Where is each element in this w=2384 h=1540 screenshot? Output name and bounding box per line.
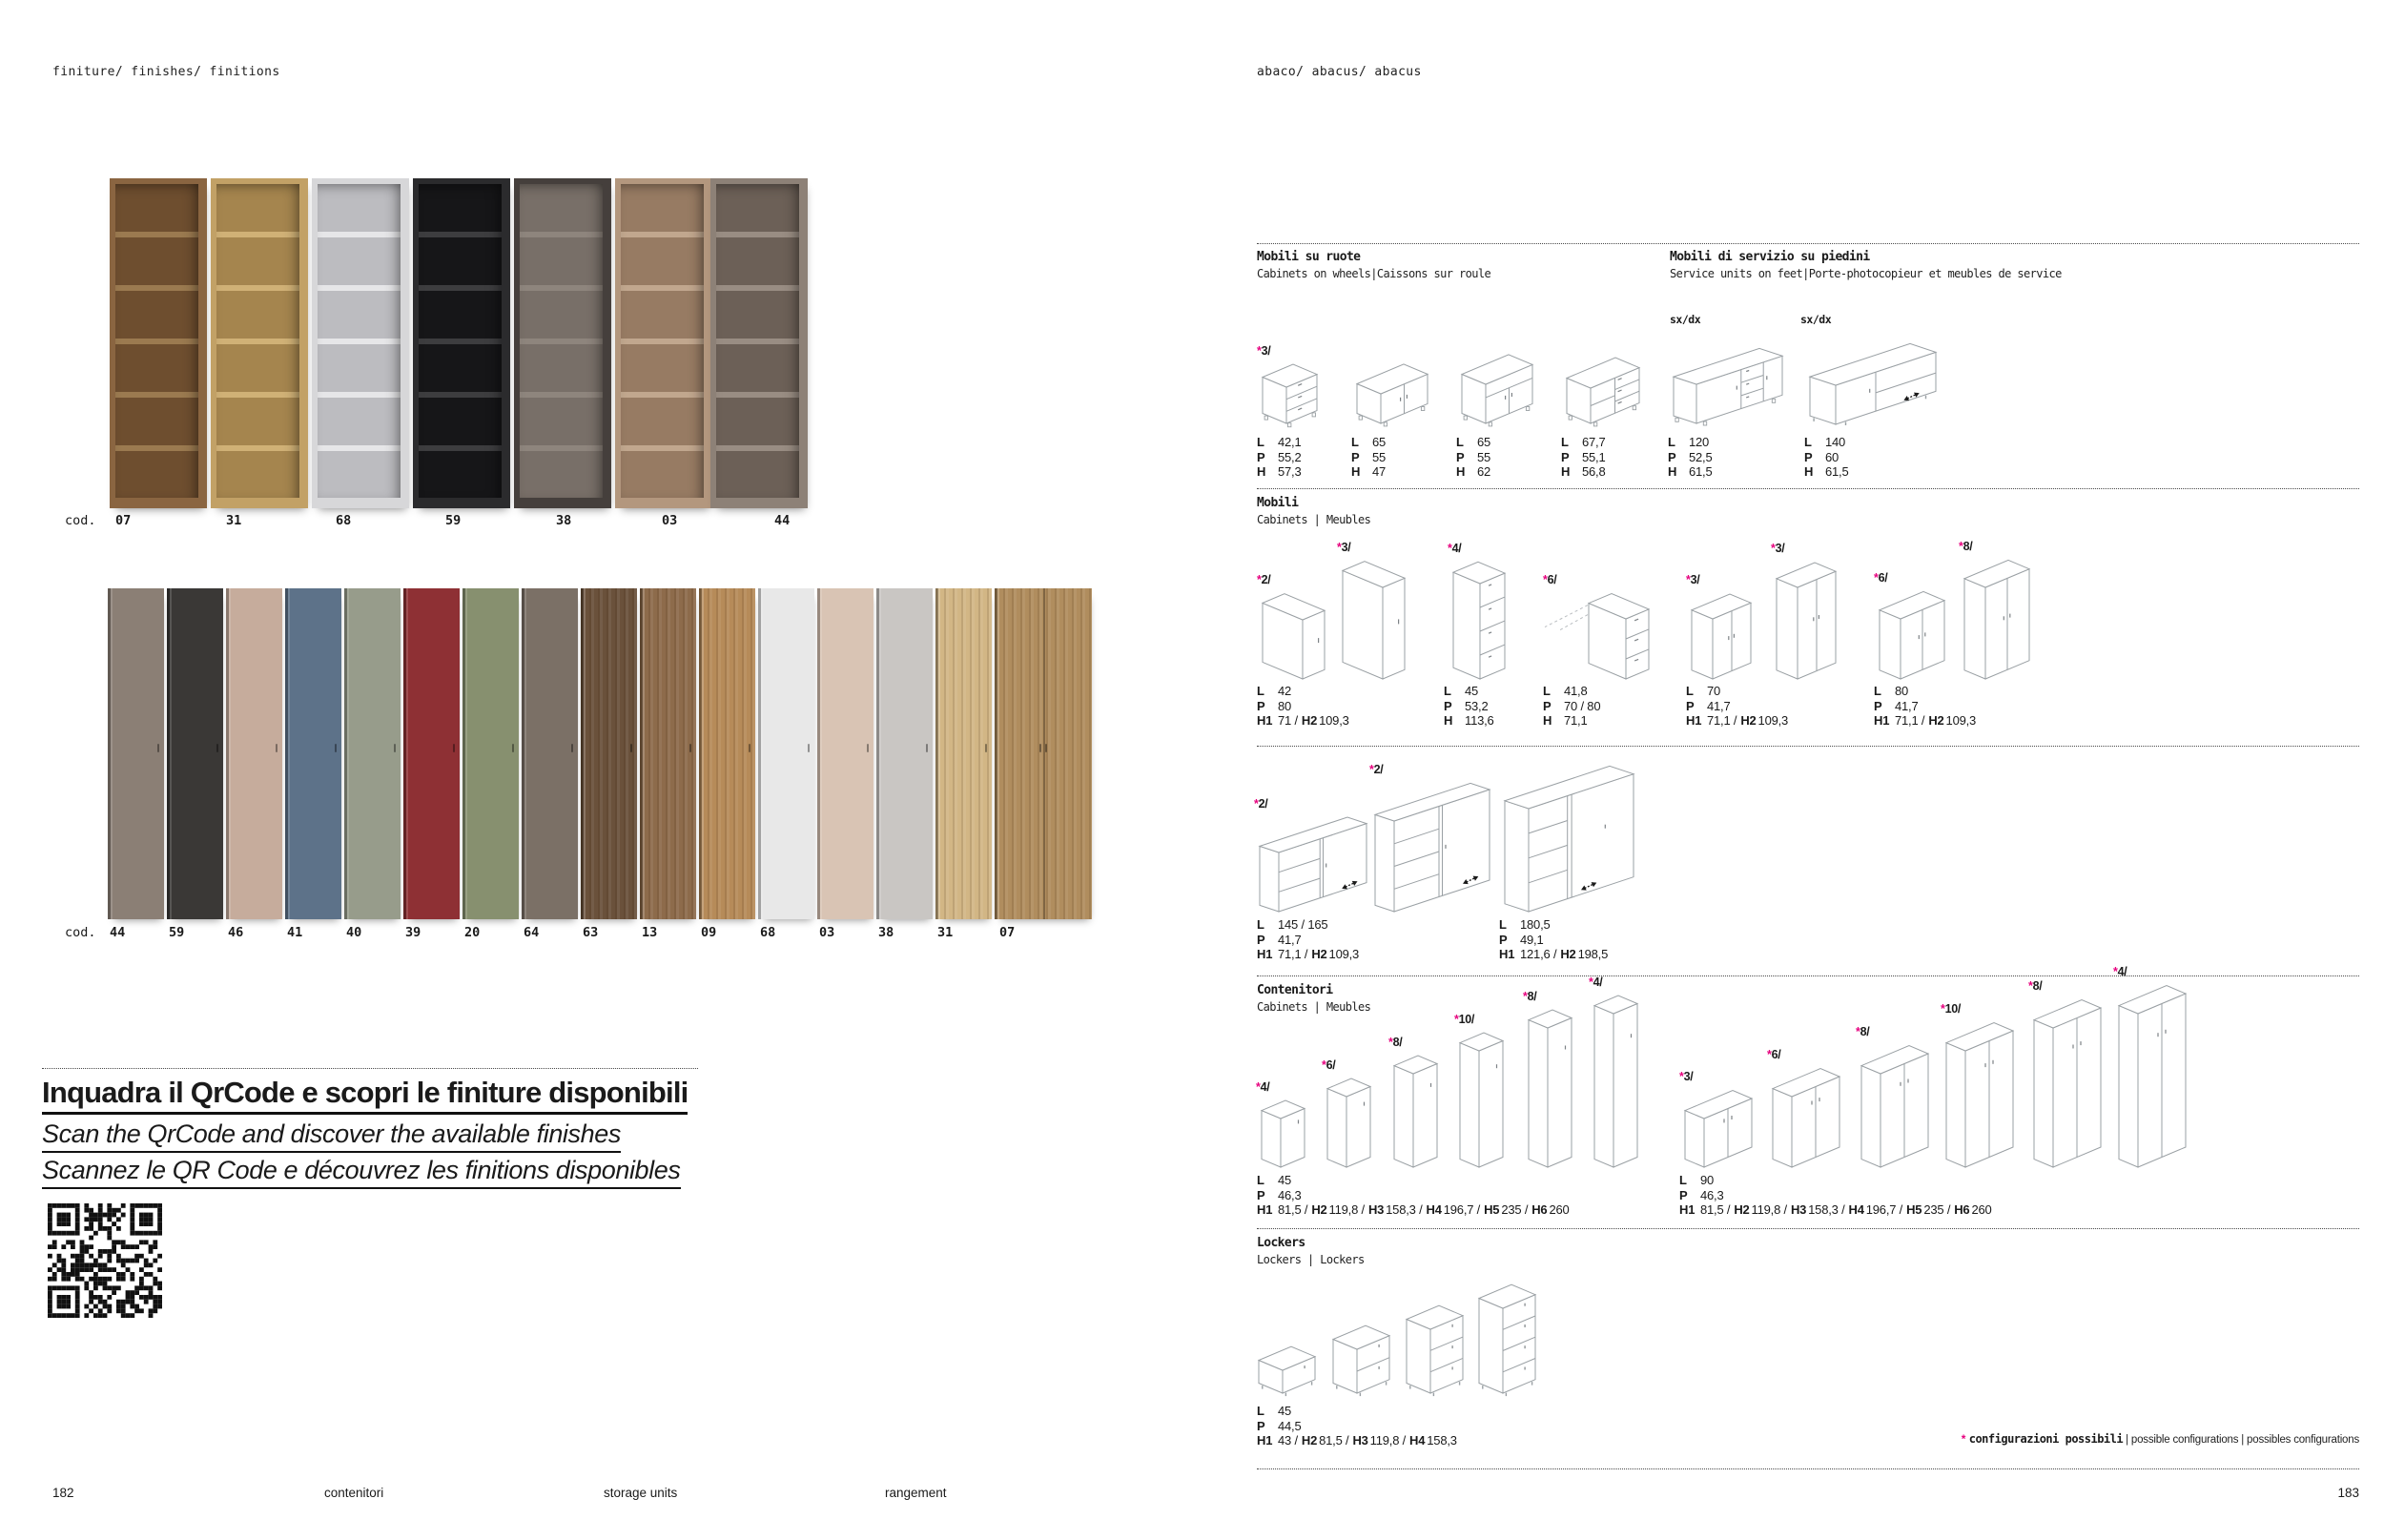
door-finish-swatch bbox=[344, 588, 401, 919]
dimensions-block bbox=[1257, 435, 1302, 480]
door-handle bbox=[689, 744, 692, 752]
bookcase-finish-swatch bbox=[312, 178, 409, 508]
asterisk-icon: * bbox=[1961, 1432, 1966, 1446]
dimensions-block bbox=[1804, 435, 1849, 480]
configuration-count-label: *6/ bbox=[1322, 1058, 1336, 1072]
finish-code: 59 bbox=[445, 513, 462, 528]
configuration-count-label: *6/ bbox=[1543, 573, 1557, 586]
bookcase-finish-swatch bbox=[514, 178, 611, 508]
dimension-line: L 42 bbox=[1257, 684, 1292, 698]
door-handle bbox=[335, 744, 338, 752]
configuration-count-label: *2/ bbox=[1257, 573, 1271, 586]
finish-code: 40 bbox=[346, 925, 362, 940]
page-title: finiture/ finishes/ finitions bbox=[52, 65, 280, 79]
door-finish-swatch bbox=[226, 588, 282, 919]
finish-code: 38 bbox=[556, 513, 572, 528]
section-title: Contenitori bbox=[1257, 983, 1333, 997]
finish-code: 44 bbox=[774, 513, 791, 528]
tower-doors2-diagram bbox=[1767, 1062, 1845, 1178]
section-title: Lockers bbox=[1257, 1236, 1305, 1250]
door-handle bbox=[926, 744, 929, 752]
dimensions-block bbox=[1543, 684, 1600, 729]
service-diagram bbox=[1804, 338, 1953, 440]
dimensions-block bbox=[1679, 1173, 1992, 1218]
divider bbox=[1257, 975, 2359, 976]
dimension-line: P 55,1 bbox=[1561, 449, 1606, 464]
dimensions-block bbox=[1874, 684, 1976, 729]
drawers4-diagram bbox=[1448, 556, 1511, 689]
finish-code: 68 bbox=[336, 513, 352, 528]
configurations-note: * configurazioni possibili | possible configurations | possibles configurations bbox=[1961, 1432, 2359, 1446]
section-title: Mobili di servizio su piedini bbox=[1670, 250, 1870, 264]
section-title: Mobili su ruote bbox=[1257, 250, 1361, 264]
dimension-line: L 90 bbox=[1679, 1173, 1715, 1187]
configuration-count-label: *8/ bbox=[1959, 540, 1973, 553]
door-finish-swatch bbox=[935, 588, 992, 919]
tower-doors2-diagram bbox=[2028, 994, 2107, 1178]
bookcase-finish-swatch bbox=[615, 178, 712, 508]
qr-code bbox=[48, 1203, 162, 1323]
divider bbox=[1257, 243, 2359, 244]
section-header bbox=[1670, 250, 2062, 280]
finish-code: 68 bbox=[760, 925, 776, 940]
section-subtitle: Cabinets | Meubles bbox=[1257, 1000, 1371, 1014]
dimension-line: H 62 bbox=[1456, 464, 1491, 479]
page-title: abaco/ abacus/ abacus bbox=[1257, 65, 1422, 79]
qr-heading bbox=[42, 1076, 688, 1115]
finish-code: 64 bbox=[524, 925, 540, 940]
dimension-line: L 65 bbox=[1351, 435, 1387, 449]
tower-door-diagram bbox=[1523, 1004, 1577, 1178]
door-handle bbox=[512, 744, 515, 752]
finish-code: 03 bbox=[819, 925, 835, 940]
dimension-line: P 53,2 bbox=[1444, 698, 1489, 713]
configuration-count-label: *10/ bbox=[1941, 1002, 1962, 1016]
dimension-line: H 57,3 bbox=[1257, 464, 1302, 479]
section-title: Mobili bbox=[1257, 496, 1299, 510]
niche-diagram bbox=[1456, 348, 1538, 440]
dimension-line: P 55 bbox=[1351, 449, 1387, 464]
divider bbox=[1257, 488, 2359, 489]
configuration-count-label: *4/ bbox=[2113, 965, 2127, 978]
doors2-diagram bbox=[1771, 556, 1841, 689]
qr-title: Inquadra il QrCode e scopri le finiture disponibili bbox=[42, 1076, 688, 1115]
configuration-count-label: *8/ bbox=[1523, 990, 1537, 1003]
divider bbox=[1257, 1468, 2359, 1469]
dimension-line: L 45 bbox=[1257, 1404, 1292, 1418]
finish-code: 07 bbox=[999, 925, 1016, 940]
tower-doors2-diagram bbox=[2113, 979, 2191, 1178]
door-finish-swatch bbox=[108, 588, 164, 919]
door-handle bbox=[867, 744, 870, 752]
finish-code: 39 bbox=[405, 925, 421, 940]
configuration-count-label: *3/ bbox=[1337, 541, 1351, 554]
tower-doors2-diagram bbox=[1856, 1039, 1934, 1178]
configuration-count-label: *2/ bbox=[1254, 797, 1268, 811]
dimensions-block bbox=[1257, 1173, 1570, 1218]
sxdx-label: sx/dx bbox=[1800, 313, 1832, 326]
section-subtitle: Cabinets | Meubles bbox=[1257, 513, 1371, 526]
door-handle bbox=[630, 744, 633, 752]
divider bbox=[42, 1068, 698, 1069]
dimension-line: H1 81,5 / H2 119,8 / H3 158,3 / H4 196,7 / H5 235 / H6 260 bbox=[1679, 1202, 1992, 1217]
dimension-line: P 80 bbox=[1257, 698, 1292, 713]
bookcase-finish-swatch bbox=[413, 178, 510, 508]
locker-3-diagram bbox=[1401, 1300, 1469, 1408]
dimension-line: P 41,7 bbox=[1874, 698, 1919, 713]
sliding-diagram bbox=[1254, 811, 1384, 922]
section-subtitle: Lockers | Lockers bbox=[1257, 1253, 1365, 1266]
door-finish-swatch bbox=[817, 588, 873, 919]
footer-label-fr: rangement bbox=[885, 1486, 947, 1500]
door-finish-swatch bbox=[758, 588, 814, 919]
dimension-line: P 60 bbox=[1804, 449, 1839, 464]
dimensions-block bbox=[1668, 435, 1713, 480]
dimension-line: H1 121,6 / H2 198,5 bbox=[1499, 947, 1609, 961]
door-finish-swatch bbox=[640, 588, 696, 919]
configuration-count-label: *6/ bbox=[1874, 571, 1888, 585]
dimension-line: H 61,5 bbox=[1668, 464, 1713, 479]
door-handle bbox=[749, 744, 751, 752]
door-handle bbox=[571, 744, 574, 752]
dimension-line: P 44,5 bbox=[1257, 1418, 1302, 1433]
dimension-line: P 52,5 bbox=[1668, 449, 1713, 464]
door-finish-swatch bbox=[581, 588, 637, 919]
sliding-diagram bbox=[1369, 777, 1507, 922]
door-finish-swatch bbox=[167, 588, 223, 919]
qr-subtitle-fr: Scannez le QR Code e découvrez les finitions disponibles bbox=[42, 1156, 681, 1189]
dimension-line: P 46,3 bbox=[1679, 1187, 1724, 1202]
doors2-diagram bbox=[1874, 585, 1950, 689]
sliding-large-diagram bbox=[1499, 760, 1651, 922]
configuration-count-label: *8/ bbox=[1388, 1036, 1403, 1049]
configuration-count-label: *3/ bbox=[1686, 573, 1700, 586]
configuration-count-label: *8/ bbox=[2028, 979, 2043, 993]
combo-diagram bbox=[1668, 342, 1788, 440]
dimension-line: H1 71,1 / H2 109,3 bbox=[1257, 947, 1360, 961]
door-finish-swatch bbox=[403, 588, 460, 919]
configuration-count-label: *4/ bbox=[1589, 975, 1603, 989]
dimensions-block bbox=[1561, 435, 1606, 480]
footer-label-en: storage units bbox=[604, 1486, 678, 1500]
section-header bbox=[1257, 983, 1370, 1014]
dimension-line: H 61,5 bbox=[1804, 464, 1849, 479]
configuration-count-label: *3/ bbox=[1771, 542, 1785, 555]
finish-code: 20 bbox=[464, 925, 481, 940]
dimension-line: L 65 bbox=[1456, 435, 1491, 449]
deep-door-diagram bbox=[1257, 587, 1330, 689]
dimension-line: P 55,2 bbox=[1257, 449, 1302, 464]
door-handle bbox=[157, 744, 160, 752]
section-header bbox=[1257, 1236, 1365, 1266]
dimension-line: H1 43 / H2 81,5 / H3 119,8 / H4 158,3 bbox=[1257, 1433, 1457, 1448]
finish-code: 46 bbox=[228, 925, 244, 940]
divider bbox=[1257, 746, 2359, 747]
dimension-line: H1 71 / H2 109,3 bbox=[1257, 713, 1349, 728]
dimensions-block bbox=[1257, 917, 1359, 962]
finish-code: 59 bbox=[169, 925, 185, 940]
door-split-line bbox=[1043, 588, 1045, 919]
tower-doors2-diagram bbox=[1941, 1016, 2019, 1178]
doors2-diagram bbox=[1686, 587, 1757, 689]
dimension-line: L 120 bbox=[1668, 435, 1710, 449]
tower-door-diagram bbox=[1322, 1073, 1376, 1178]
finish-code: 41 bbox=[287, 925, 303, 940]
dimensions-block bbox=[1257, 684, 1349, 729]
tower-doors2-diagram bbox=[1679, 1084, 1757, 1178]
dimension-line: H 56,8 bbox=[1561, 464, 1606, 479]
sxdx-label: sx/dx bbox=[1670, 313, 1701, 326]
page-number: 183 bbox=[2337, 1486, 2359, 1500]
finish-code: 07 bbox=[115, 513, 132, 528]
dimension-line: P 46,3 bbox=[1257, 1187, 1302, 1202]
finish-code: 31 bbox=[226, 513, 242, 528]
dimension-line: L 140 bbox=[1804, 435, 1846, 449]
open-drawers-diagram bbox=[1561, 352, 1645, 440]
desk-drawers-diagram bbox=[1537, 587, 1654, 689]
dimension-line: P 41,7 bbox=[1686, 698, 1731, 713]
dimension-line: L 180,5 bbox=[1499, 917, 1551, 932]
configuration-count-label: *8/ bbox=[1856, 1025, 1870, 1038]
section-subtitle: Cabinets on wheels|Caissons sur roule bbox=[1257, 267, 1491, 280]
divider bbox=[1257, 1228, 2359, 1229]
qr-subtitle-en: Scan the QrCode and discover the available finishes bbox=[42, 1119, 621, 1153]
locker-4-diagram bbox=[1473, 1279, 1541, 1408]
finish-code: 44 bbox=[110, 925, 126, 940]
dimension-line: L 67,7 bbox=[1561, 435, 1606, 449]
finish-code: 03 bbox=[662, 513, 678, 528]
dimensions-block bbox=[1686, 684, 1788, 729]
door-handle bbox=[394, 744, 397, 752]
tower-door-diagram bbox=[1589, 990, 1643, 1178]
dimension-line: L 45 bbox=[1257, 1173, 1292, 1187]
configuration-count-label: *10/ bbox=[1454, 1013, 1475, 1026]
configuration-count-label: *4/ bbox=[1256, 1080, 1270, 1094]
finish-code: 09 bbox=[701, 925, 717, 940]
dimension-line: H1 71,1 / H2 109,3 bbox=[1686, 713, 1789, 728]
dimension-line: H 113,6 bbox=[1444, 713, 1494, 728]
door-finish-swatch bbox=[522, 588, 578, 919]
deep-door-diagram bbox=[1337, 555, 1410, 689]
doors2-diagram bbox=[1351, 358, 1433, 440]
drawers3-diagram bbox=[1257, 359, 1323, 440]
door-handle bbox=[985, 744, 988, 752]
door-finish-swatch bbox=[995, 588, 1092, 919]
configuration-count-label: *3/ bbox=[1679, 1070, 1694, 1083]
dimension-line: H1 71,1 / H2 109,3 bbox=[1874, 713, 1977, 728]
door-finish-swatch bbox=[876, 588, 933, 919]
dimension-line: P 70 / 80 bbox=[1543, 698, 1601, 713]
configuration-count-label: *2/ bbox=[1369, 763, 1384, 776]
locker-2-diagram bbox=[1327, 1320, 1395, 1408]
bookcase-finish-swatch bbox=[110, 178, 207, 508]
dimension-line: H 71,1 bbox=[1543, 713, 1588, 728]
right-page bbox=[1192, 0, 2384, 1540]
finish-code: 63 bbox=[583, 925, 599, 940]
doors2-diagram bbox=[1959, 554, 2035, 689]
locker-1-diagram bbox=[1253, 1341, 1321, 1408]
dimension-line: P 41,7 bbox=[1257, 932, 1302, 947]
page-number: 182 bbox=[52, 1486, 74, 1500]
bookcase-finish-swatch bbox=[211, 178, 308, 508]
configuration-count-label: *3/ bbox=[1257, 344, 1271, 358]
section-header bbox=[1257, 250, 1490, 280]
tower-door-diagram bbox=[1454, 1027, 1509, 1178]
dimension-line: L 80 bbox=[1874, 684, 1909, 698]
door-finish-swatch bbox=[462, 588, 519, 919]
door-handle bbox=[453, 744, 456, 752]
dimension-line: L 45 bbox=[1444, 684, 1479, 698]
door-handle bbox=[276, 744, 278, 752]
finish-code: 13 bbox=[642, 925, 658, 940]
door-handle bbox=[808, 744, 811, 752]
cod-label: cod. bbox=[65, 925, 96, 940]
door-handle bbox=[216, 744, 219, 752]
footer-label-it: contenitori bbox=[324, 1486, 384, 1500]
dimensions-block bbox=[1499, 917, 1608, 962]
dimensions-block bbox=[1456, 435, 1490, 480]
dimension-line: L 70 bbox=[1686, 684, 1721, 698]
dimension-line: P 55 bbox=[1456, 449, 1491, 464]
door-finish-swatch bbox=[699, 588, 755, 919]
dimensions-block bbox=[1444, 684, 1494, 729]
bookcase-finish-swatch bbox=[710, 178, 808, 508]
section-header bbox=[1257, 496, 1370, 526]
dimension-line: L 42,1 bbox=[1257, 435, 1302, 449]
tower-door-diagram bbox=[1388, 1050, 1443, 1178]
dimension-line: H 47 bbox=[1351, 464, 1387, 479]
dimensions-block bbox=[1257, 1404, 1457, 1448]
dimension-line: L 145 / 165 bbox=[1257, 917, 1328, 932]
dimension-line: H1 81,5 / H2 119,8 / H3 158,3 / H4 196,7 / H5 235 / H6 260 bbox=[1257, 1202, 1570, 1217]
cod-label: cod. bbox=[65, 513, 96, 528]
section-subtitle: Service units on feet|Porte-photocopieur et meubles de service bbox=[1670, 267, 2062, 280]
dimension-line: P 49,1 bbox=[1499, 932, 1544, 947]
finish-code: 31 bbox=[937, 925, 954, 940]
configuration-count-label: *4/ bbox=[1448, 542, 1462, 555]
configuration-count-label: *6/ bbox=[1767, 1048, 1781, 1061]
tower-door-diagram bbox=[1256, 1095, 1310, 1178]
dimension-line: L 41,8 bbox=[1543, 684, 1588, 698]
dimensions-block bbox=[1351, 435, 1386, 480]
door-finish-swatch bbox=[285, 588, 341, 919]
finish-code: 38 bbox=[878, 925, 894, 940]
